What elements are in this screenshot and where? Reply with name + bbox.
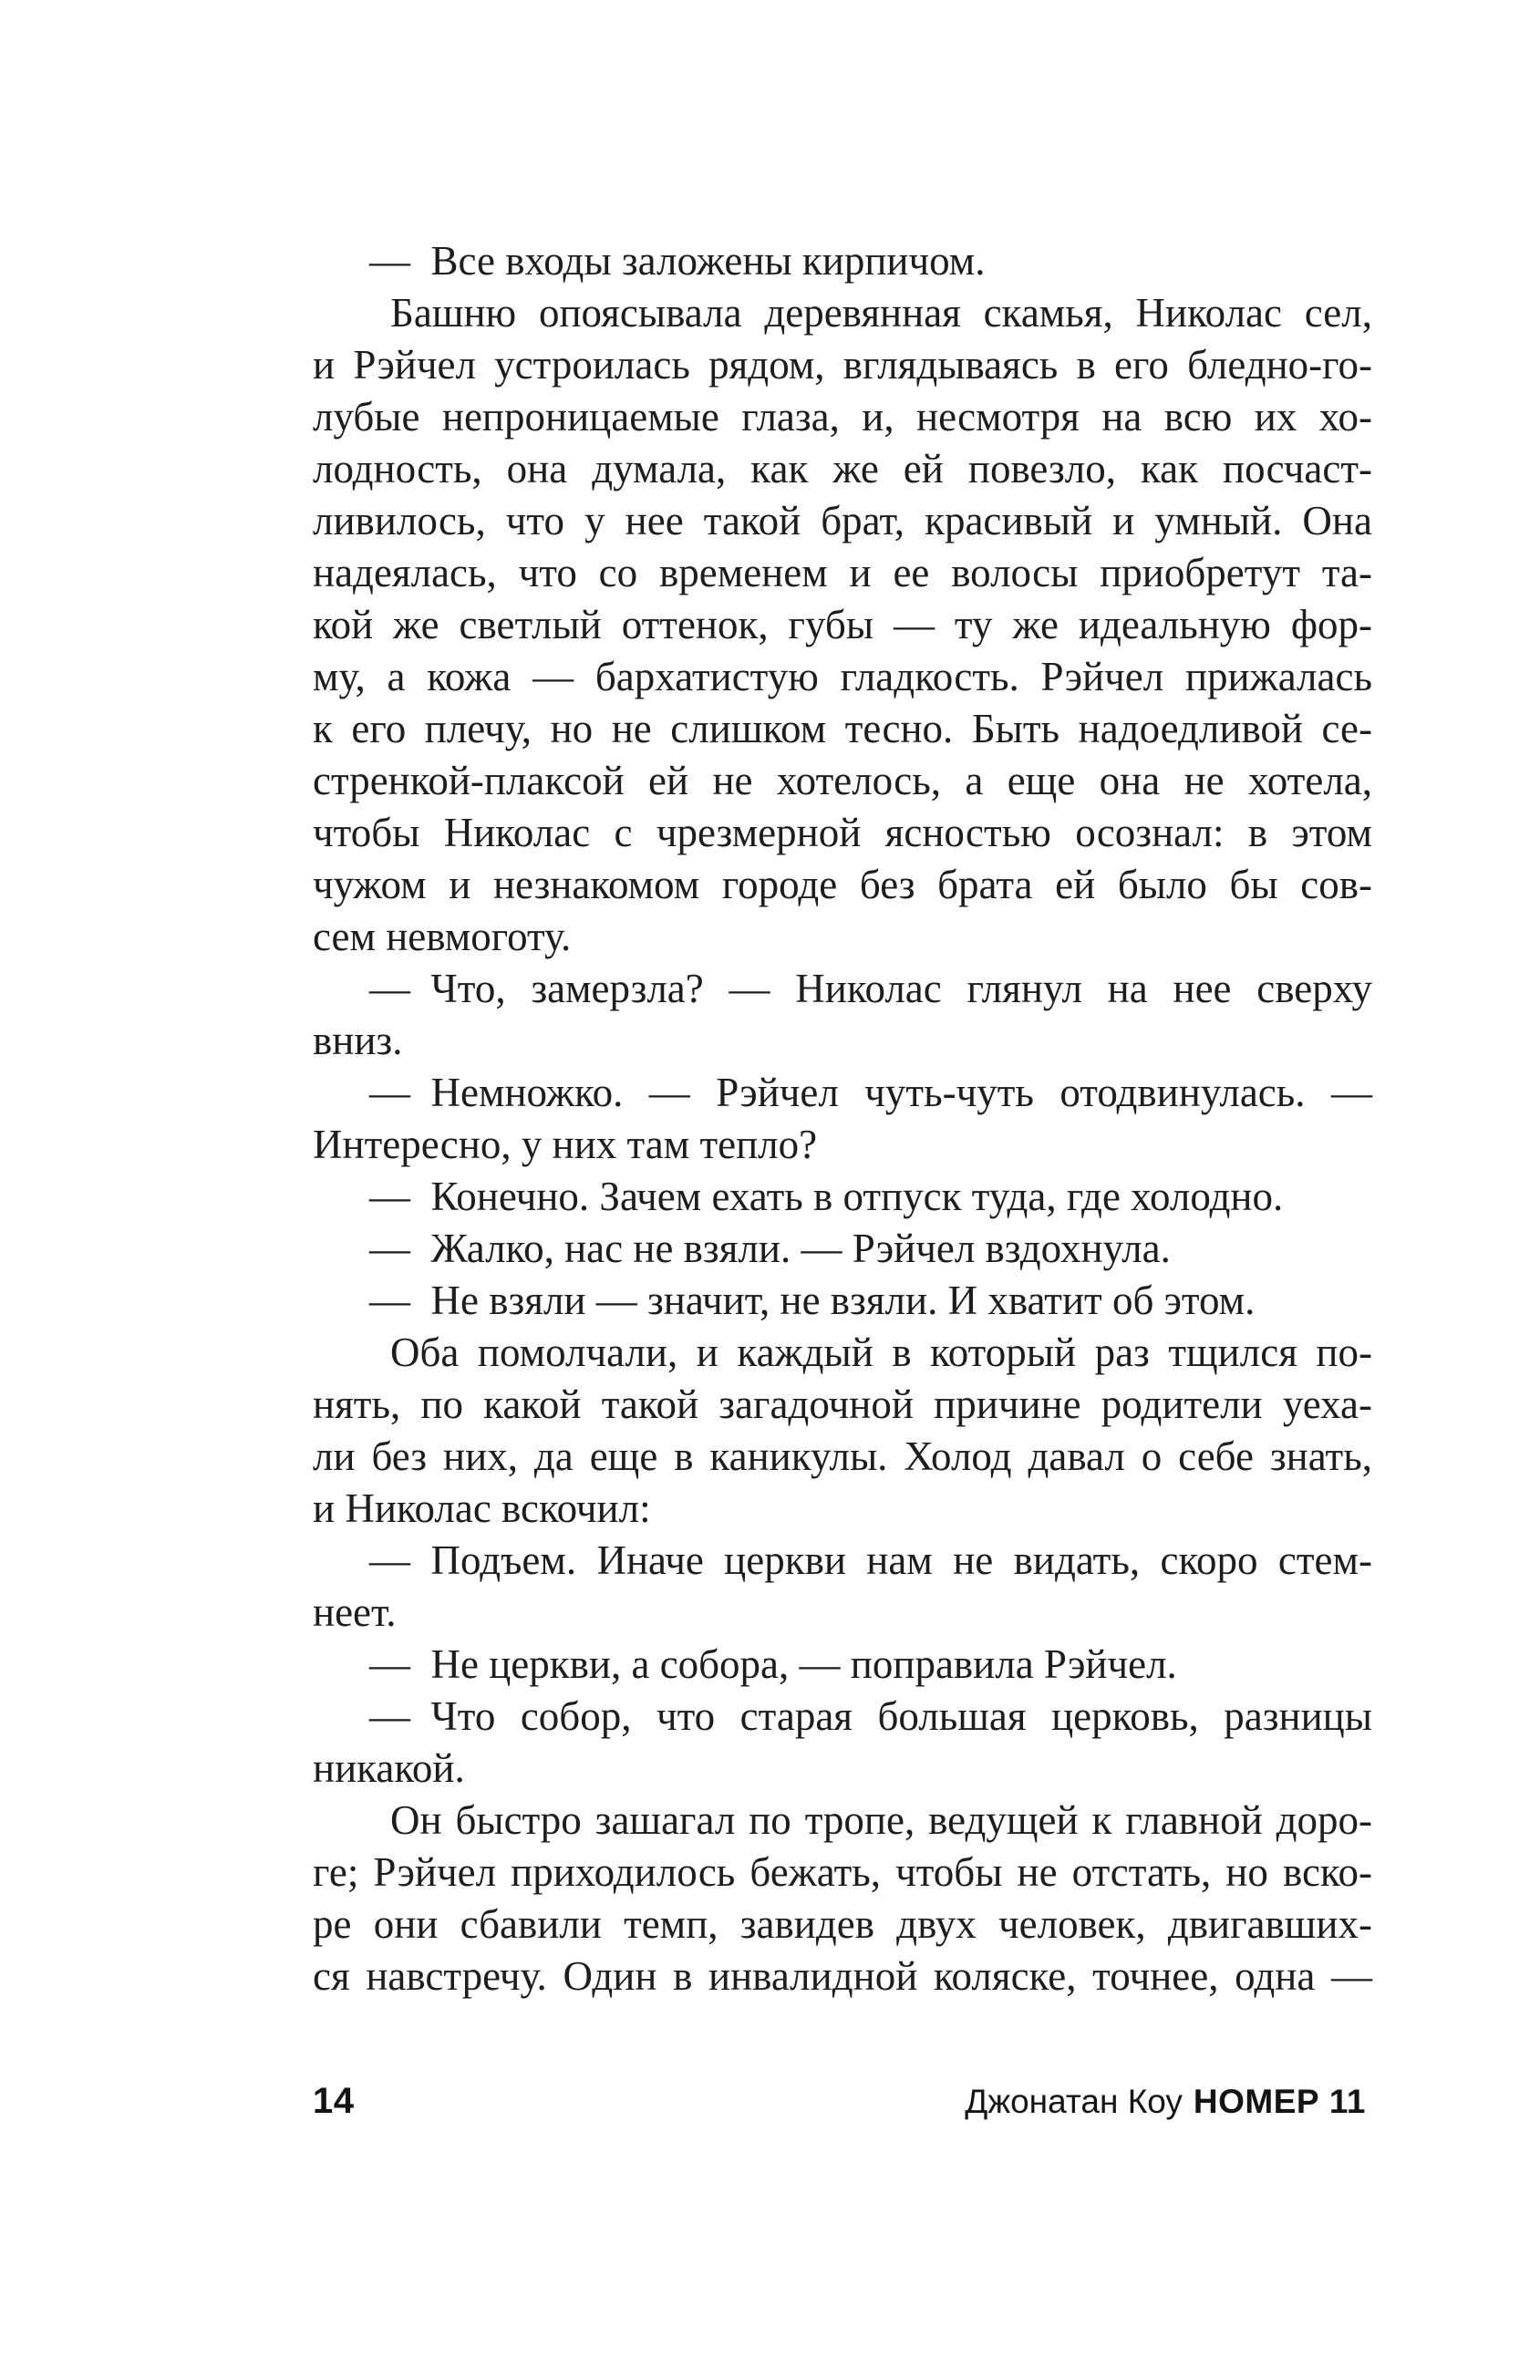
text-line: вниз. — [313, 1018, 403, 1063]
text-line: к его плечу, но не слишком тесно. Быть надоедливой се- — [313, 706, 1372, 751]
text-line: — Все входы заложены кирпичом. — [369, 238, 986, 284]
text-line: ливилось, что у нее такой брат, красивый и умный. Она — [313, 498, 1372, 543]
text-line: нять, по какой такой загадочной причине родители уеха- — [313, 1381, 1372, 1427]
text-line: лубые непроницаемые глаза, и, несмотря на всю их хо- — [313, 394, 1372, 440]
text-line: — Что, замерзла? — Николас глянул на нее сверху — [369, 966, 1372, 1011]
text-line: — Немножко. — Рэйчел чуть-чуть отодвинулась. — — [369, 1070, 1372, 1115]
text-line: неет. — [313, 1589, 397, 1635]
text-line: никакой. — [313, 1745, 465, 1791]
text-line: Он быстро зашагал по тропе, ведущей к главной доро- — [390, 1797, 1372, 1843]
text-line: Интересно, у них там тепло? — [313, 1122, 818, 1167]
text-line: лодность, она думала, как же ей повезло, как посчаст- — [313, 446, 1372, 492]
text-line: — Что собор, что старая большая церковь, разницы — [369, 1693, 1372, 1739]
text-line: сем невмоготу. — [313, 914, 572, 959]
text-line: чтобы Николас с чрезмерной ясностью осознал: в этом — [313, 810, 1372, 855]
text-line: и Рэйчел устроилась рядом, вглядываясь в его бледно-го- — [313, 342, 1372, 388]
page-footer — [313, 2081, 1366, 2122]
text-line: надеялась, что со временем и ее волосы приобретут та- — [313, 550, 1372, 595]
text-line: ре они сбавили темп, завидев двух человек, двигавших- — [313, 1901, 1372, 1947]
text-line: ге; Рэйчел приходилось бежать, чтобы не отстать, но вско- — [313, 1849, 1372, 1895]
text-line: кой же светлый оттенок, губы — ту же идеальную фор- — [313, 602, 1372, 647]
page-number: 14 — [313, 2081, 355, 2121]
page-text — [313, 235, 1372, 2002]
text-line: чужом и незнакомом городе без брата ей было бы сов- — [313, 862, 1372, 907]
footer-book-title: НОМЕР 11 — [1193, 2083, 1366, 2120]
text-line: Башню опоясывала деревянная скамья, Николас сел, — [390, 290, 1372, 336]
text-line: ся навстречу. Один в инвалидной коляске, точнее, одна — — [313, 1953, 1372, 1999]
text-line: ли без них, да еще в каникулы. Холод давал о себе знать, — [313, 1433, 1372, 1479]
running-title — [965, 2083, 1366, 2121]
text-line: — Конечно. Зачем ехать в отпуск туда, где холодно. — [369, 1174, 1284, 1219]
text-line: — Подъем. Иначе церкви нам не видать, скоро стем- — [369, 1537, 1372, 1583]
text-line: — Жалко, нас не взяли. — Рэйчел вздохнула. — [369, 1226, 1171, 1271]
footer-author: Джонатан Коу — [965, 2083, 1183, 2120]
text-line: му, а кожа — бархатистую гладкость. Рэйчел прижалась — [313, 654, 1372, 699]
text-line: — Не церкви, а собора, — поправила Рэйчел. — [369, 1641, 1177, 1687]
text-line: стренкой-плаксой ей не хотелось, а еще она не хотела, — [313, 758, 1372, 803]
text-line: Оба помолчали, и каждый в который раз тщился по- — [390, 1330, 1372, 1375]
text-line: и Николас вскочил: — [313, 1485, 651, 1531]
text-line: — Не взяли — значит, не взяли. И хватит об этом. — [369, 1278, 1256, 1323]
